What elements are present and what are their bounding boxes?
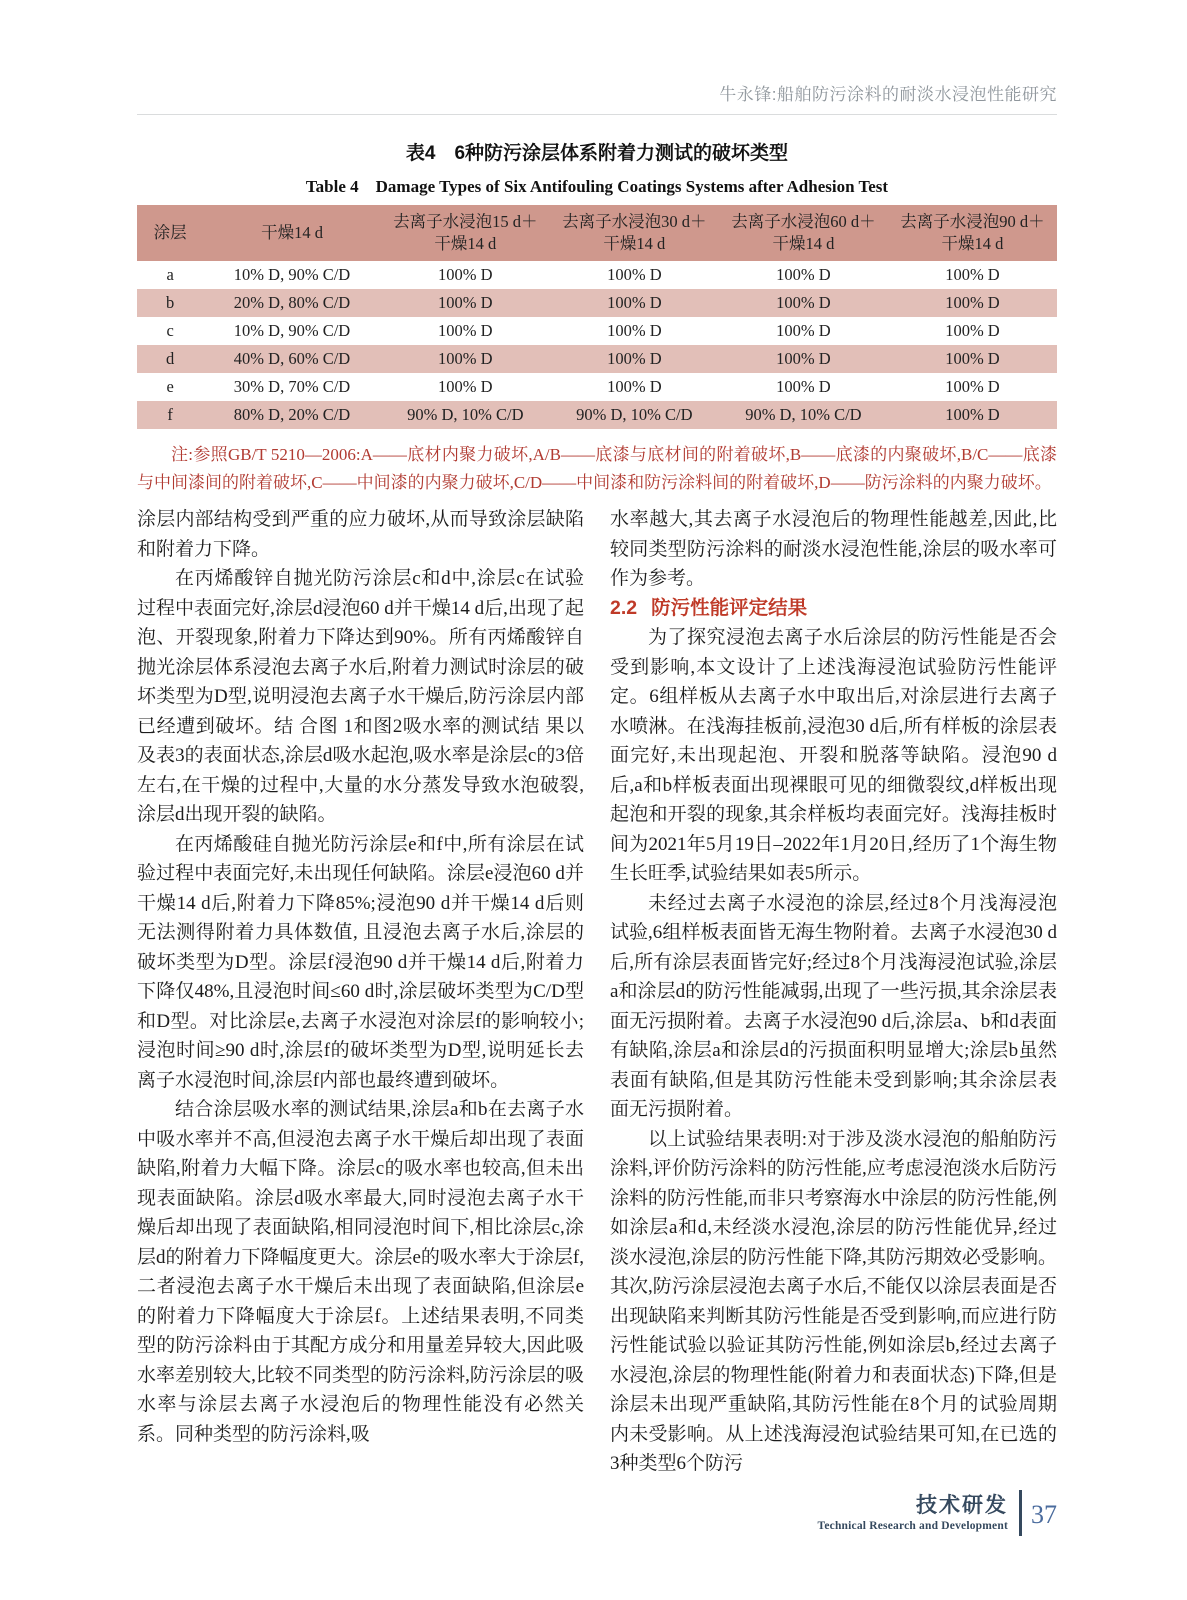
row-label: c	[166, 321, 174, 340]
table-row-c	[137, 317, 1057, 345]
table-cell: 90% D, 10% C/D	[719, 401, 888, 429]
table-cell: 100% D	[945, 377, 1000, 396]
table-row-b	[137, 289, 1057, 317]
table-cell: 20% D, 80% C/D	[203, 289, 381, 317]
table-cell: 30% D, 70% C/D	[233, 377, 351, 396]
table-cell: 100% D	[381, 289, 550, 317]
table-note: 注:参照GB/T 5210—2006:A——底材内聚力破坏,A/B——底漆与底材间的附着破坏,B——底漆的内聚破坏,B/C——底漆与中间漆间的附着破坏,C——中间漆的内聚力破坏,C/D——中间漆和防污涂料间的附着破坏,D——防污涂料的内聚力破坏。	[137, 445, 1057, 492]
table-cell: 100% D	[888, 345, 1057, 373]
table-cell: 100% D	[945, 265, 1000, 284]
footer-section-en: Technical Research and Development	[817, 1519, 1008, 1532]
table-cell: 100% D	[945, 321, 1000, 340]
table-cell: 100% D	[888, 289, 1057, 317]
table-cell: 80% D, 20% C/D	[203, 401, 381, 429]
col-header-soak60: 去离子水浸泡60 d＋ 干燥14 d	[719, 205, 888, 261]
table-cell: 100% D	[888, 401, 1057, 429]
section-heading-2-2	[610, 594, 1057, 624]
table-cell: 90% D, 10% C/D	[381, 401, 550, 429]
paragraph: 结合涂层吸水率的测试结果,涂层a和b在去离子水中吸水率并不高,但浸泡去离子水干燥后却出现了表面缺陷,附着力大幅下降。涂层c的吸水率也较高,但未出现表面缺陷。涂层d吸水率最大,同时浸泡去离子水干燥后却出现了表面缺陷,相同浸泡时间下,相比涂层c,涂层d的附着力下降幅度更大。涂层e的吸水率大于涂层f,二者浸泡去离子水干燥后未出现了表面缺陷,但涂层e的附着力下降幅度大于涂层f。上述结果表明,不同类型的防污涂料由于其配方成分和用量差异较大,因此吸水率差别较大,比较不同类型的防污涂料,防污涂层的吸水率与涂层去离子水浸泡后的物理性能没有必然关系。同种类型的防污涂料,吸	[137, 1099, 585, 1445]
paragraph: 为了探究浸泡去离子水后涂层的防污性能是否会受到影响,本文设计了上述浅海浸泡试验防污性能评定。6组样板从去离子水中取出后,对涂层进行去离子水喷淋。在浅海挂板前,浸泡30 d后,所有样板的涂层表面完好,未出现起泡、开裂和脱落等缺陷。浸泡90 d后,a和b样板表面出现裸眼可见的细微裂纹,d样板出现起泡和开裂的现象,其余样板均表面完好。浅海挂板时间为2021年5月19日–2022年1月20日,经历了1个海生物生长旺季,试验结果如表5所示。	[610, 627, 1057, 884]
table-cell: 100% D	[607, 377, 662, 396]
row-label: d	[137, 345, 203, 373]
table-cell: 100% D	[550, 289, 719, 317]
table-header-row	[137, 205, 1057, 261]
col-header-soak30: 去离子水浸泡30 d＋ 干燥14 d	[550, 205, 719, 261]
table-cell: 100% D	[607, 265, 662, 284]
page-number: 37	[1031, 1500, 1057, 1529]
table-cell: 100% D	[719, 289, 888, 317]
row-label: f	[137, 401, 203, 429]
paragraph: 在丙烯酸硅自抛光防污涂层e和f中,所有涂层在试验过程中表面完好,未出现任何缺陷。涂层e浸泡60 d并干燥14 d后,附着力下降85%;浸泡90 d并干燥14 d后则无法测得附着力具体数值, 且浸泡去离子水后,涂层的破坏类型为D型。涂层f浸泡90 d并干燥14 d后,附着力下降仅48%,且浸泡时间≤60 d时,涂层破坏类型为C/D型和D型。对比涂层e,去离子水浸泡对涂层f的影响较小;浸泡时间≥90 d时,涂层f的破坏类型为D型,说明延长去离子水浸泡时间,涂层f内部也最终遭到破坏。	[137, 833, 584, 1091]
row-label: a	[166, 265, 174, 284]
table-cell: 100% D	[607, 321, 662, 340]
col-header-coating: 涂层	[137, 205, 203, 261]
paragraph: 未经过去离子水浸泡的涂层,经过8个月浅海浸泡试验,6组样板表面皆无海生物附着。去离子水浸泡30 d后,所有涂层表面皆完好;经过8个月浅海浸泡试验,涂层a和涂层d的防污性能减弱,出现了一些污损,其余涂层表面无污损附着。去离子水浸泡90 d后,涂层a、b和d表面有缺陷,涂层a和涂层d的污损面积明显增大;涂层b虽然表面有缺陷,但是其防污性能未受到影响;其余涂层表面无污损附着。	[610, 892, 1057, 1120]
body-right-column	[610, 505, 1057, 1479]
col-header-soak15: 去离子水浸泡15 d＋ 干燥14 d	[381, 205, 550, 261]
table-cell: 100% D	[438, 377, 493, 396]
table-cell: 40% D, 60% C/D	[203, 345, 381, 373]
table-cell: 100% D	[381, 345, 550, 373]
section-title: 防污性能评定结果	[651, 596, 808, 619]
row-label: b	[137, 289, 203, 317]
paragraph: 涂层内部结构受到严重的应力破坏,从而导致涂层缺陷和附着力下降。	[137, 509, 584, 560]
table-row-a	[137, 261, 1057, 289]
table-cell: 10% D, 90% C/D	[233, 321, 351, 340]
page-content	[137, 80, 1057, 1479]
table-cell: 100% D	[719, 345, 888, 373]
footer-section	[818, 1494, 1008, 1531]
table-cell: 100% D	[550, 345, 719, 373]
row-label: e	[166, 377, 174, 396]
damage-types-table	[137, 205, 1057, 429]
table-caption-zh: 表4 6种防污涂层体系附着力测试的破坏类型	[405, 143, 789, 164]
body-columns	[137, 505, 1057, 1479]
table-cell: 100% D	[438, 321, 493, 340]
table-cell: 100% D	[438, 265, 493, 284]
table-cell: 100% D	[776, 321, 831, 340]
paragraph: 以上试验结果表明:对于涉及淡水浸泡的船舶防污涂料,评价防污涂料的防污性能,应考虑浸泡淡水后防污涂料的防污性能,而非只考察海水中涂层的防污性能,例如涂层a和d,未经淡水浸泡,涂层的防污性能优异,经过淡水浸泡,涂层的防污性能下降,其防污期效必受影响。其次,防污涂层浸泡去离子水后,不能仅以涂层表面是否出现缺陷来判断其防污性能是否受到影响,而应进行防污性能试验以验证其防污性能,例如涂层b,经过去离子水浸泡,涂层的物理性能(附着力和表面状态)下降,但是涂层未出现严重缺陷,其防污性能在8个月的试验周期内未受影响。从上述浅海浸泡试验结果可知,在已选的3种类型6个防污	[610, 1128, 1057, 1474]
col-header-soak90: 去离子水浸泡90 d＋ 干燥14 d	[888, 205, 1057, 261]
table-cell: 10% D, 90% C/D	[233, 265, 351, 284]
page-footer	[818, 1490, 1057, 1536]
table-row-d	[137, 345, 1057, 373]
table-cell: 100% D	[776, 377, 831, 396]
table-row-e	[137, 373, 1057, 401]
paragraph: 在丙烯酸锌自抛光防污涂层c和d中,涂层c在试验过程中表面完好,涂层d浸泡60 d并干燥14 d后,出现了起泡、开裂现象,附着力下降达到90%。所有丙烯酸锌自抛光涂层体系浸泡去离子水后,附着力测试时涂层的破坏类型为D型,说明浸泡去离子水干燥后,防污涂层内部已经遭到破坏。结 合图 1和图2吸水率的测试结 果以及表3的表面状态,涂层d吸水起泡,吸水率是涂层c的3倍左右,在干燥的过程中,大量的水分蒸发导致水泡破裂,涂层d出现开裂的缺陷。	[137, 568, 584, 825]
table-caption-en: Table 4 Damage Types of Six Antifouling Coatings Systems after Adhesion Test	[305, 177, 889, 196]
table-row-f	[137, 401, 1057, 429]
running-header: 牛永锋:船舶防污涂料的耐淡水浸泡性能研究	[137, 80, 1057, 115]
body-left-column	[137, 505, 584, 1479]
table-cell: 90% D, 10% C/D	[550, 401, 719, 429]
paragraph: 水率越大,其去离子水浸泡后的物理性能越差,因此,比较同类型防污涂料的耐淡水浸泡性能,涂层的吸水率可作为参考。	[610, 509, 1057, 589]
table-cell: 100% D	[776, 265, 831, 284]
footer-divider	[1019, 1490, 1022, 1536]
section-number: 2.2	[610, 596, 638, 619]
footer-section-zh: 技术研发	[916, 1494, 1008, 1518]
col-header-dry14: 干燥14 d	[203, 205, 381, 261]
